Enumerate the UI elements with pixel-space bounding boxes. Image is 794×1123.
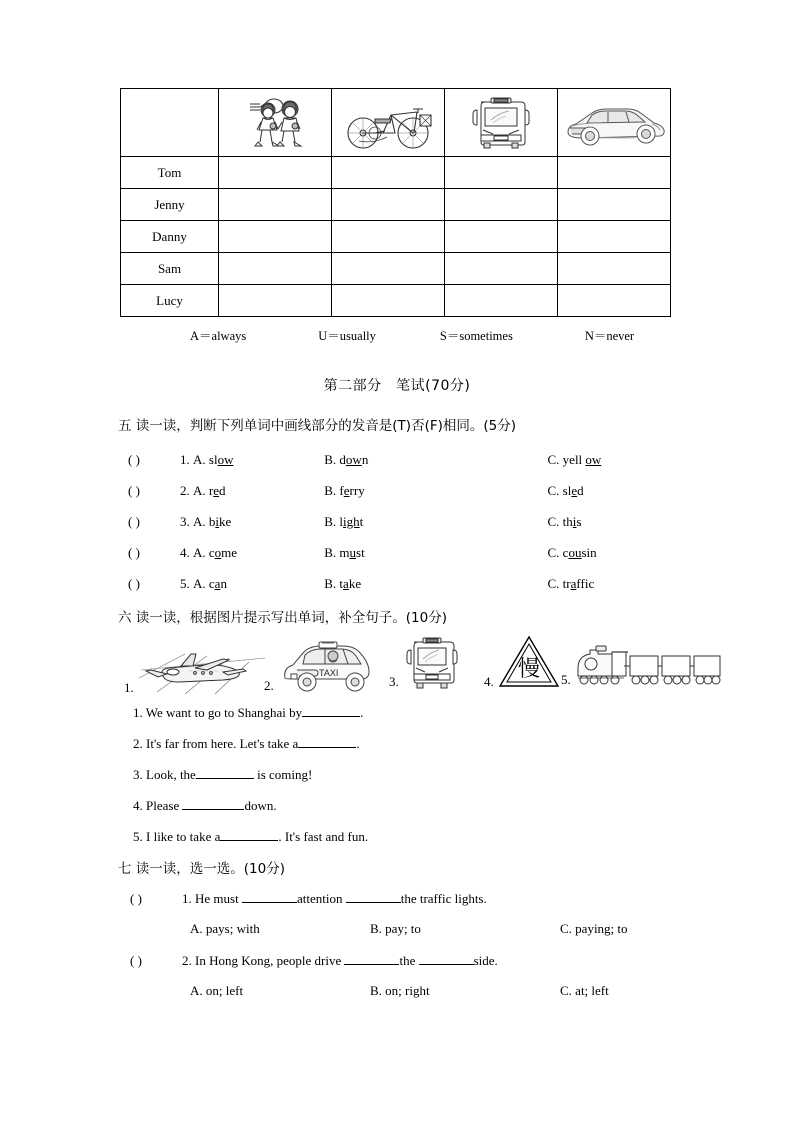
opt-label: B. — [324, 452, 337, 467]
question-blank-1a[interactable] — [242, 890, 297, 903]
underlined-part: a — [570, 576, 577, 591]
item-number-1: 1. — [180, 452, 190, 467]
word-post: d — [219, 483, 226, 498]
section-seven-heading: 七 读一读，选一选。(10分) — [118, 861, 286, 877]
fill-sentence-1 — [133, 704, 363, 721]
table-row — [121, 157, 671, 189]
word-post: d — [577, 483, 584, 498]
underlined-part: i — [215, 514, 220, 529]
word-post: st — [356, 545, 365, 560]
word-pre: c — [562, 545, 569, 560]
opt-label: B. — [324, 483, 337, 498]
picture-prompt-3 — [389, 634, 462, 690]
question-part-3: the traffic lights. — [400, 891, 487, 906]
opt-label: C. — [547, 576, 560, 591]
cell-tom-bike[interactable] — [332, 157, 445, 189]
survey-legend — [120, 326, 680, 344]
word-pre: f — [339, 483, 344, 498]
answer-paren-4[interactable]: ( ) — [128, 545, 140, 560]
cell-jenny-bus[interactable] — [445, 189, 558, 221]
phonics-item-1 — [128, 452, 688, 474]
picture-prompt-strip — [124, 634, 724, 695]
sentence-text-before: Please — [146, 798, 183, 813]
cell-tom-car[interactable] — [558, 157, 671, 189]
header-cell-bus — [445, 89, 558, 157]
opt-label: A. — [193, 576, 206, 591]
underlined-part: a — [214, 576, 221, 591]
cell-danny-bus[interactable] — [445, 221, 558, 253]
cell-jenny-walk[interactable] — [219, 189, 332, 221]
q2-option-b[interactable]: B. on; right — [370, 983, 430, 998]
section-six-heading: 六 读一读，根据图片提示写出单词，补全句子。(10分) — [118, 610, 448, 626]
table-row — [121, 189, 671, 221]
word-pre: c — [208, 576, 215, 591]
header-cell-bicycle — [332, 89, 445, 157]
item-number-2: 2. — [180, 483, 190, 498]
question-part-1: In Hong Kong, people drive — [195, 953, 345, 968]
airplane-icon — [137, 648, 269, 696]
answer-blank-2[interactable] — [298, 735, 356, 748]
word-pre: th — [562, 514, 573, 529]
sentence-text-before: Look, the — [146, 767, 196, 782]
legend-never: N＝never — [584, 329, 635, 343]
choice-options-2 — [190, 983, 609, 999]
q1-option-c[interactable]: C. paying; to — [560, 921, 628, 936]
item-number-5: 5. — [180, 576, 190, 591]
answer-paren-q1[interactable]: ( ) — [130, 891, 142, 906]
word-pre: m — [339, 545, 350, 560]
cell-danny-bike[interactable] — [332, 221, 445, 253]
fill-sentence-2 — [133, 735, 360, 752]
picture-number-1: 1. — [124, 680, 134, 695]
option-a-4[interactable] — [193, 545, 321, 561]
option-c-3[interactable] — [548, 514, 582, 530]
walking-children-icon — [221, 91, 329, 154]
sentence-text-before: It's far from here. Let's take a — [146, 736, 299, 751]
sentence-text-after: . — [356, 736, 360, 751]
question-blank-2b[interactable] — [419, 952, 474, 965]
section-five-heading: 五 读一读，判断下列单词中画线部分的发音是(T)否(F)相同。(5分) — [118, 418, 516, 434]
choice-question-1 — [130, 890, 487, 907]
underlined-part: ow — [345, 452, 362, 467]
choice-question-2 — [130, 952, 498, 969]
cell-jenny-car[interactable] — [558, 189, 671, 221]
opt-label: A. — [193, 483, 206, 498]
bus-icon — [447, 91, 555, 154]
taxi-caption: TAXI — [318, 668, 339, 678]
cell-sam-bus[interactable] — [445, 253, 558, 285]
picture-prompt-4 — [484, 634, 561, 690]
opt-label: B. — [324, 514, 337, 529]
cell-sam-car[interactable] — [558, 253, 671, 285]
student-name-tom: Tom — [121, 157, 219, 189]
transport-survey-table — [120, 88, 671, 317]
opt-label: B. — [324, 545, 337, 560]
question-number-2: 2. — [182, 953, 192, 968]
word-pre: c — [208, 545, 215, 560]
legend-usually: U＝usually — [318, 329, 376, 343]
bus-icon — [402, 634, 462, 690]
picture-prompt-2 — [264, 638, 383, 694]
student-name-lucy: Lucy — [121, 285, 219, 317]
cell-jenny-bike[interactable] — [332, 189, 445, 221]
phonics-item-5 — [128, 576, 688, 598]
sentence-number-3: 3. — [133, 767, 143, 782]
option-c-5[interactable] — [548, 576, 595, 592]
header-empty-cell — [121, 89, 219, 157]
option-b-2[interactable] — [324, 483, 544, 499]
word-pre: sl — [208, 452, 218, 467]
sentence-number-4: 4. — [133, 798, 143, 813]
word-pre: r — [208, 483, 214, 498]
answer-paren-1[interactable]: ( ) — [128, 452, 140, 467]
opt-label: B. — [324, 576, 337, 591]
question-part-3: side. — [473, 953, 498, 968]
picture-number-2: 2. — [264, 678, 274, 693]
answer-paren-5[interactable]: ( ) — [128, 576, 140, 591]
underlined-part: ow — [585, 452, 602, 467]
underlined-part: e — [571, 483, 578, 498]
opt-label: A. — [193, 452, 206, 467]
word-post: ke — [219, 514, 232, 529]
underlined-part: u — [349, 545, 357, 560]
word-post: me — [221, 545, 238, 560]
picture-prompt-5 — [561, 642, 722, 688]
word-post: s — [576, 514, 582, 529]
sentence-text-after: down. — [244, 798, 277, 813]
option-c-1[interactable] — [548, 452, 602, 468]
sentence-number-2: 2. — [133, 736, 143, 751]
legend-always: A＝always — [190, 329, 247, 343]
option-a-3[interactable] — [193, 514, 321, 530]
word-post: ffic — [576, 576, 595, 591]
underlined-part: i — [572, 514, 577, 529]
sentence-number-1: 1. — [133, 705, 143, 720]
train-icon — [574, 642, 722, 688]
answer-blank-3[interactable] — [196, 766, 254, 779]
opt-label: A. — [193, 514, 206, 529]
word-pre: t — [339, 576, 344, 591]
slow-sign-character: 慢 — [517, 657, 540, 682]
option-c-4[interactable] — [548, 545, 597, 561]
question-part-1: He must — [195, 891, 242, 906]
header-cell-walking — [219, 89, 332, 157]
student-name-sam: Sam — [121, 253, 219, 285]
picture-number-5: 5. — [561, 672, 571, 687]
underlined-part: ow — [217, 452, 234, 467]
part-two-heading: 第二部分 笔试(70分) — [323, 378, 471, 394]
word-pre: sl — [562, 483, 572, 498]
word-post: rry — [349, 483, 365, 498]
picture-number-4: 4. — [484, 674, 494, 689]
word-pre: tr — [562, 576, 571, 591]
cell-sam-bike[interactable] — [332, 253, 445, 285]
cell-lucy-walk[interactable] — [219, 285, 332, 317]
table-header-row — [121, 89, 671, 157]
picture-prompt-1 — [124, 648, 269, 696]
question-number-1: 1. — [182, 891, 192, 906]
opt-label: A. — [193, 545, 206, 560]
opt-label: C. — [547, 483, 560, 498]
car-icon — [560, 91, 668, 154]
cell-danny-car[interactable] — [558, 221, 671, 253]
q2-option-c[interactable]: C. at; left — [560, 983, 609, 998]
opt-label: C. — [547, 452, 560, 467]
option-a-5[interactable] — [193, 576, 321, 592]
cell-tom-bus[interactable] — [445, 157, 558, 189]
phonics-item-2 — [128, 483, 688, 505]
word-pre: l — [339, 514, 344, 529]
cell-tom-walk[interactable] — [219, 157, 332, 189]
underlined-part: o — [214, 545, 222, 560]
table-row — [121, 253, 671, 285]
question-part-2: attention — [296, 891, 346, 906]
opt-label: C. — [547, 545, 560, 560]
slow-sign-icon — [497, 634, 561, 690]
underlined-part: igh — [343, 514, 360, 529]
bicycle-icon — [334, 91, 442, 154]
cell-danny-walk[interactable] — [219, 221, 332, 253]
option-c-2[interactable] — [548, 483, 584, 499]
q1-option-b[interactable]: B. pay; to — [370, 921, 421, 936]
answer-blank-5[interactable] — [220, 828, 278, 841]
student-name-danny: Danny — [121, 221, 219, 253]
sentence-number-5: 5. — [133, 829, 143, 844]
word-pre: yell — [562, 452, 586, 467]
item-number-3: 3. — [180, 514, 190, 529]
cell-lucy-bus[interactable] — [445, 285, 558, 317]
cell-lucy-car[interactable] — [558, 285, 671, 317]
option-a-2[interactable] — [193, 483, 321, 499]
q1-option-a[interactable]: A. pays; with — [190, 921, 260, 936]
sentence-text-before: I like to take a — [146, 829, 221, 844]
question-blank-1b[interactable] — [346, 890, 401, 903]
word-post: t — [359, 514, 364, 529]
word-post: ke — [348, 576, 362, 591]
sentence-text-after: is coming! — [253, 767, 313, 782]
option-b-3[interactable] — [324, 514, 544, 530]
phonics-item-3 — [128, 514, 688, 536]
fill-sentence-4 — [133, 797, 277, 814]
answer-paren-3[interactable]: ( ) — [128, 514, 140, 529]
fill-sentence-5 — [133, 828, 368, 845]
option-b-5[interactable] — [324, 576, 544, 592]
answer-blank-1[interactable] — [302, 704, 360, 717]
question-blank-2a[interactable] — [344, 952, 399, 965]
option-b-4[interactable] — [324, 545, 544, 561]
word-post: n — [220, 576, 227, 591]
taxi-icon — [277, 638, 383, 694]
answer-blank-4[interactable] — [182, 797, 244, 810]
sentence-text-before: We want to go to Shanghai by — [145, 705, 303, 720]
choice-options-1 — [190, 921, 628, 937]
underlined-part: ou — [568, 545, 582, 560]
sentence-text-after: . — [360, 705, 364, 720]
picture-number-3: 3. — [389, 674, 399, 689]
table-row — [121, 221, 671, 253]
fill-sentence-3 — [133, 766, 312, 783]
legend-sometimes: S＝sometimes — [439, 329, 513, 343]
cell-lucy-bike[interactable] — [332, 285, 445, 317]
option-a-1[interactable] — [193, 452, 321, 468]
word-post: n — [361, 452, 369, 467]
sentence-text-after: . It's fast and fun. — [278, 829, 369, 844]
q2-option-a[interactable]: A. on; left — [190, 983, 244, 998]
option-b-1[interactable] — [324, 452, 544, 468]
cell-sam-walk[interactable] — [219, 253, 332, 285]
survey-table-container — [120, 88, 670, 317]
underlined-part: e — [213, 483, 220, 498]
underlined-part: a — [343, 576, 349, 591]
question-part-2: the — [399, 953, 419, 968]
opt-label: C. — [547, 514, 560, 529]
word-post: sin — [581, 545, 597, 560]
table-row — [121, 285, 671, 317]
phonics-item-4 — [128, 545, 688, 567]
answer-paren-q2[interactable]: ( ) — [130, 953, 142, 968]
underlined-part: e — [343, 483, 350, 498]
word-pre: b — [208, 514, 216, 529]
header-cell-car — [558, 89, 671, 157]
answer-paren-2[interactable]: ( ) — [128, 483, 140, 498]
item-number-4: 4. — [180, 545, 190, 560]
word-pre: d — [339, 452, 346, 467]
student-name-jenny: Jenny — [121, 189, 219, 221]
